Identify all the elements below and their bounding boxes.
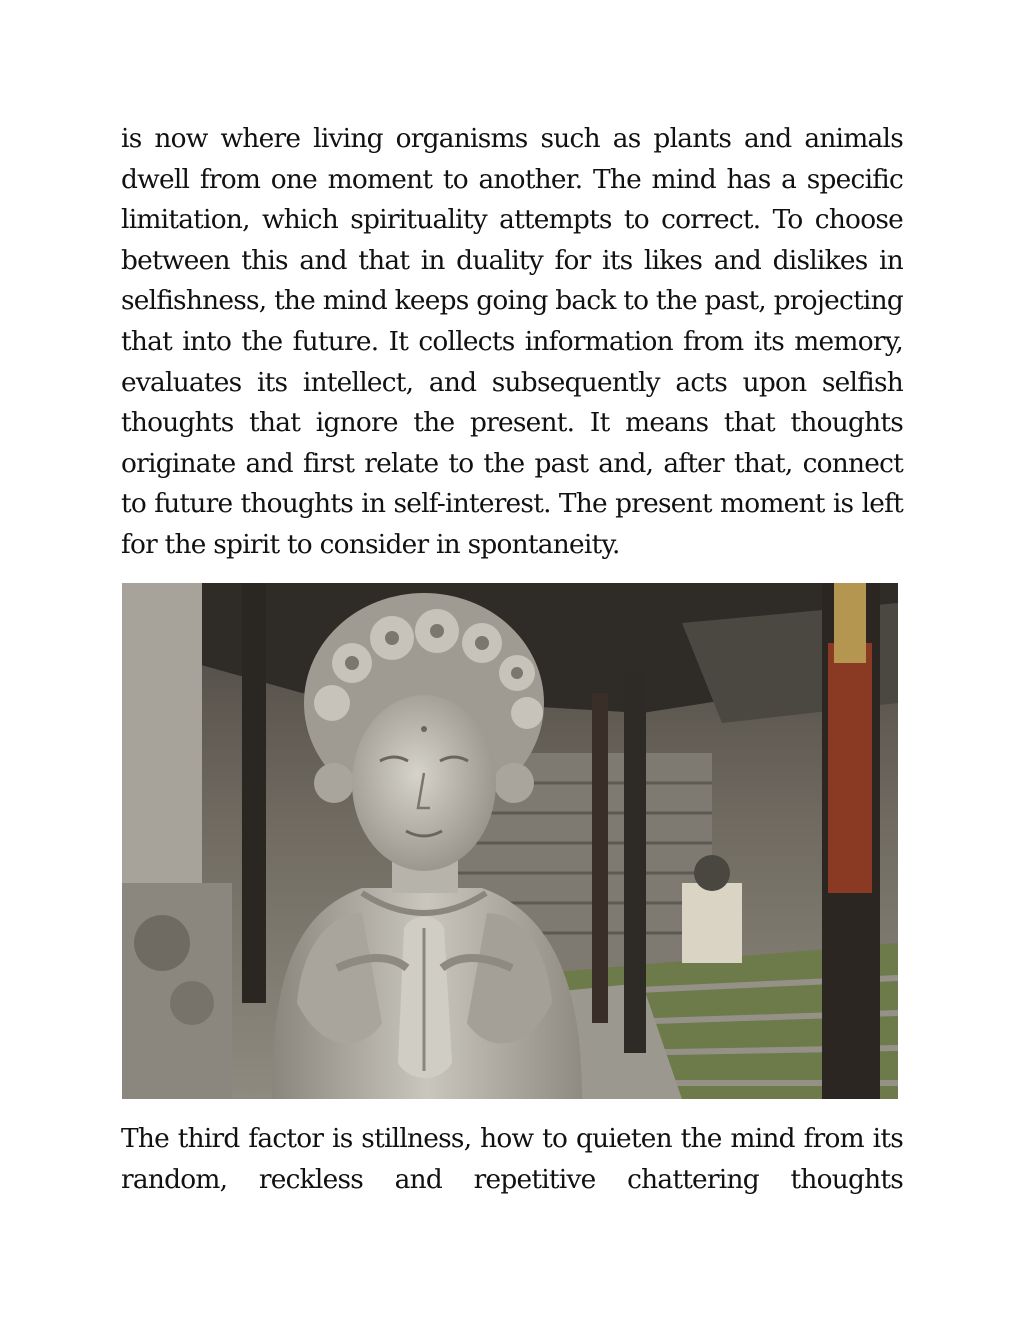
distant-shrine xyxy=(682,883,742,963)
paragraph-2: The third factor is stillness, how to quieten the mind from its random, reckless and repetitive chattering thoughts xyxy=(121,1123,903,1195)
statue-photo-illustration xyxy=(122,583,898,1099)
pillar-middle xyxy=(592,693,608,1023)
statue-photo xyxy=(122,583,898,1099)
paragraph-1: is now where living organisms such as plants and animals dwell from one moment to another. The mind has a specific limitation, which spirituality attempts to correct. To choose between this and that in duality for its likes and dislikes in selfishness, the mind keeps going back to the past, projecting that into the future. It collects information from its memory, evaluates its intellect, and subsequently acts upon selfish thoughts that ignore the present. It means that thoughts originate and first relate to the past and, after that, connect to future thoughts in self-interest. The present moment is left for the spirit to consider in spontaneity. xyxy=(121,123,903,560)
pillar-middle-2 xyxy=(624,673,646,1053)
pillar-gold-carving xyxy=(834,583,866,663)
pillar-left xyxy=(242,583,266,1003)
pillar-right-red xyxy=(828,643,872,893)
